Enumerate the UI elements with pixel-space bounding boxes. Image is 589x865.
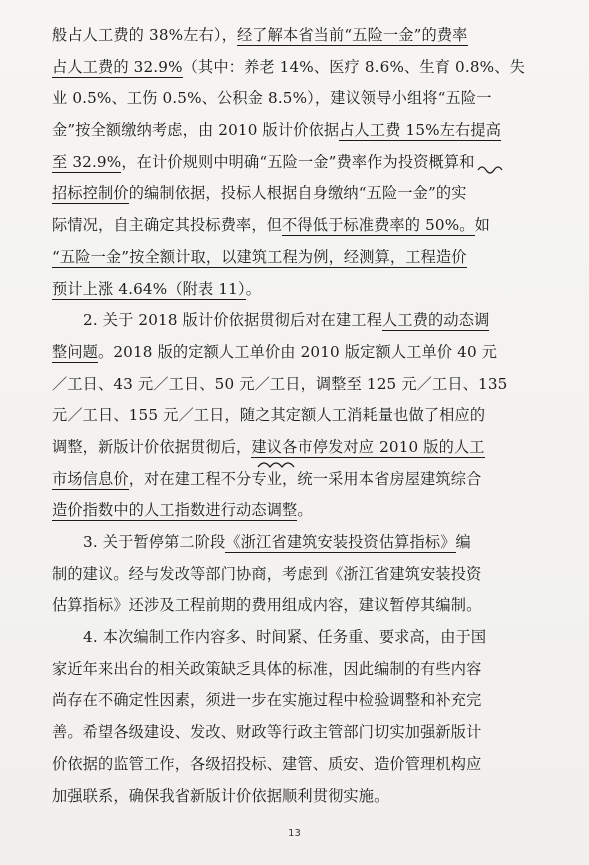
text-line: 家近年来出台的相关政策缺乏具体的标准，因此编制的有些内容 [52, 659, 482, 678]
body-text [52, 20, 552, 812]
text-line: 市场信息价，对在建工程不分专业，统一采用本省房屋建筑综合 [52, 469, 482, 488]
text-line: 际情况，自主确定其投标费率，但不得低于标准费率的 50%。如 [52, 216, 490, 235]
text-line: 估算指标》还涉及工程前期的费用组成内容，建议暂停其编制。 [52, 596, 482, 615]
text-line: “五险一金”按全额计取，以建筑工程为例，经测算，工程造价 [52, 247, 467, 266]
text-line: ／工日、43 元／工日、50 元／工日，调整至 125 元／工日、135 [52, 374, 508, 393]
text-line: 整问题。2018 版的定额人工单价由 2010 版定额人工单价 40 元 [52, 342, 498, 361]
text-line: 4. 本次编制工作内容多、时间紧、任务重、要求高，由于国 [83, 628, 487, 647]
text-line: 元／工日、155 元／工日，随之其定额人工消耗量也做了相应的 [52, 406, 486, 425]
text-line: 善。希望各级建设、发改、财政等行政主管部门切实加强新版计 [52, 723, 482, 742]
text-line: 业 0.5%、工伤 0.5%、公积金 8.5%），建议领导小组将“五险一 [52, 89, 492, 108]
text-line: 招标控制价的编制依据，投标人根据自身缴纳“五险一金”的实 [52, 184, 467, 203]
text-line: 金”按全额缴纳考虑，由 2010 版计价依据占人工费 15%左右提高 [52, 121, 502, 140]
text-line: 价依据的监管工作，各级招投标、建管、质安、造价管理机构应 [52, 754, 482, 773]
text-line: 占人工费的 32.9%（其中：养老 14%、医疗 8.6%、生育 0.8%、失 [52, 57, 525, 76]
text-line: 造价指数中的人工指数进行动态调整。 [52, 501, 313, 520]
text-line: 加强联系，确保我省新版计价依据顺利贯彻实施。 [52, 786, 390, 805]
text-line: 预计上涨 4.64%（附表 11）。 [52, 279, 262, 298]
text-line: 调整，新版计价依据贯彻后，建议各市停发对应 2010 版的人工 [52, 437, 485, 456]
text-line: 至 32.9%，在计价规则中明确“五险一金”费率作为投资概算和 [52, 152, 475, 171]
text-line: 3. 关于暂停第二阶段《浙江省建筑安装投资估算指标》编 [83, 533, 471, 551]
text-line: 般占人工费的 38%左右），经了解本省当前“五险一金”的费率 [52, 26, 468, 44]
page-number: 13 [288, 828, 301, 839]
text-line: 2. 关于 2018 版计价依据贯彻后对在建工程人工费的动态调 [83, 311, 490, 330]
text-line: 尚存在不确定性因素，须进一步在实施过程中检验调整和补充完 [52, 691, 482, 710]
text-line: 制的建议。经与发改等部门协商，考虑到《浙江省建筑安装投资 [52, 564, 482, 583]
